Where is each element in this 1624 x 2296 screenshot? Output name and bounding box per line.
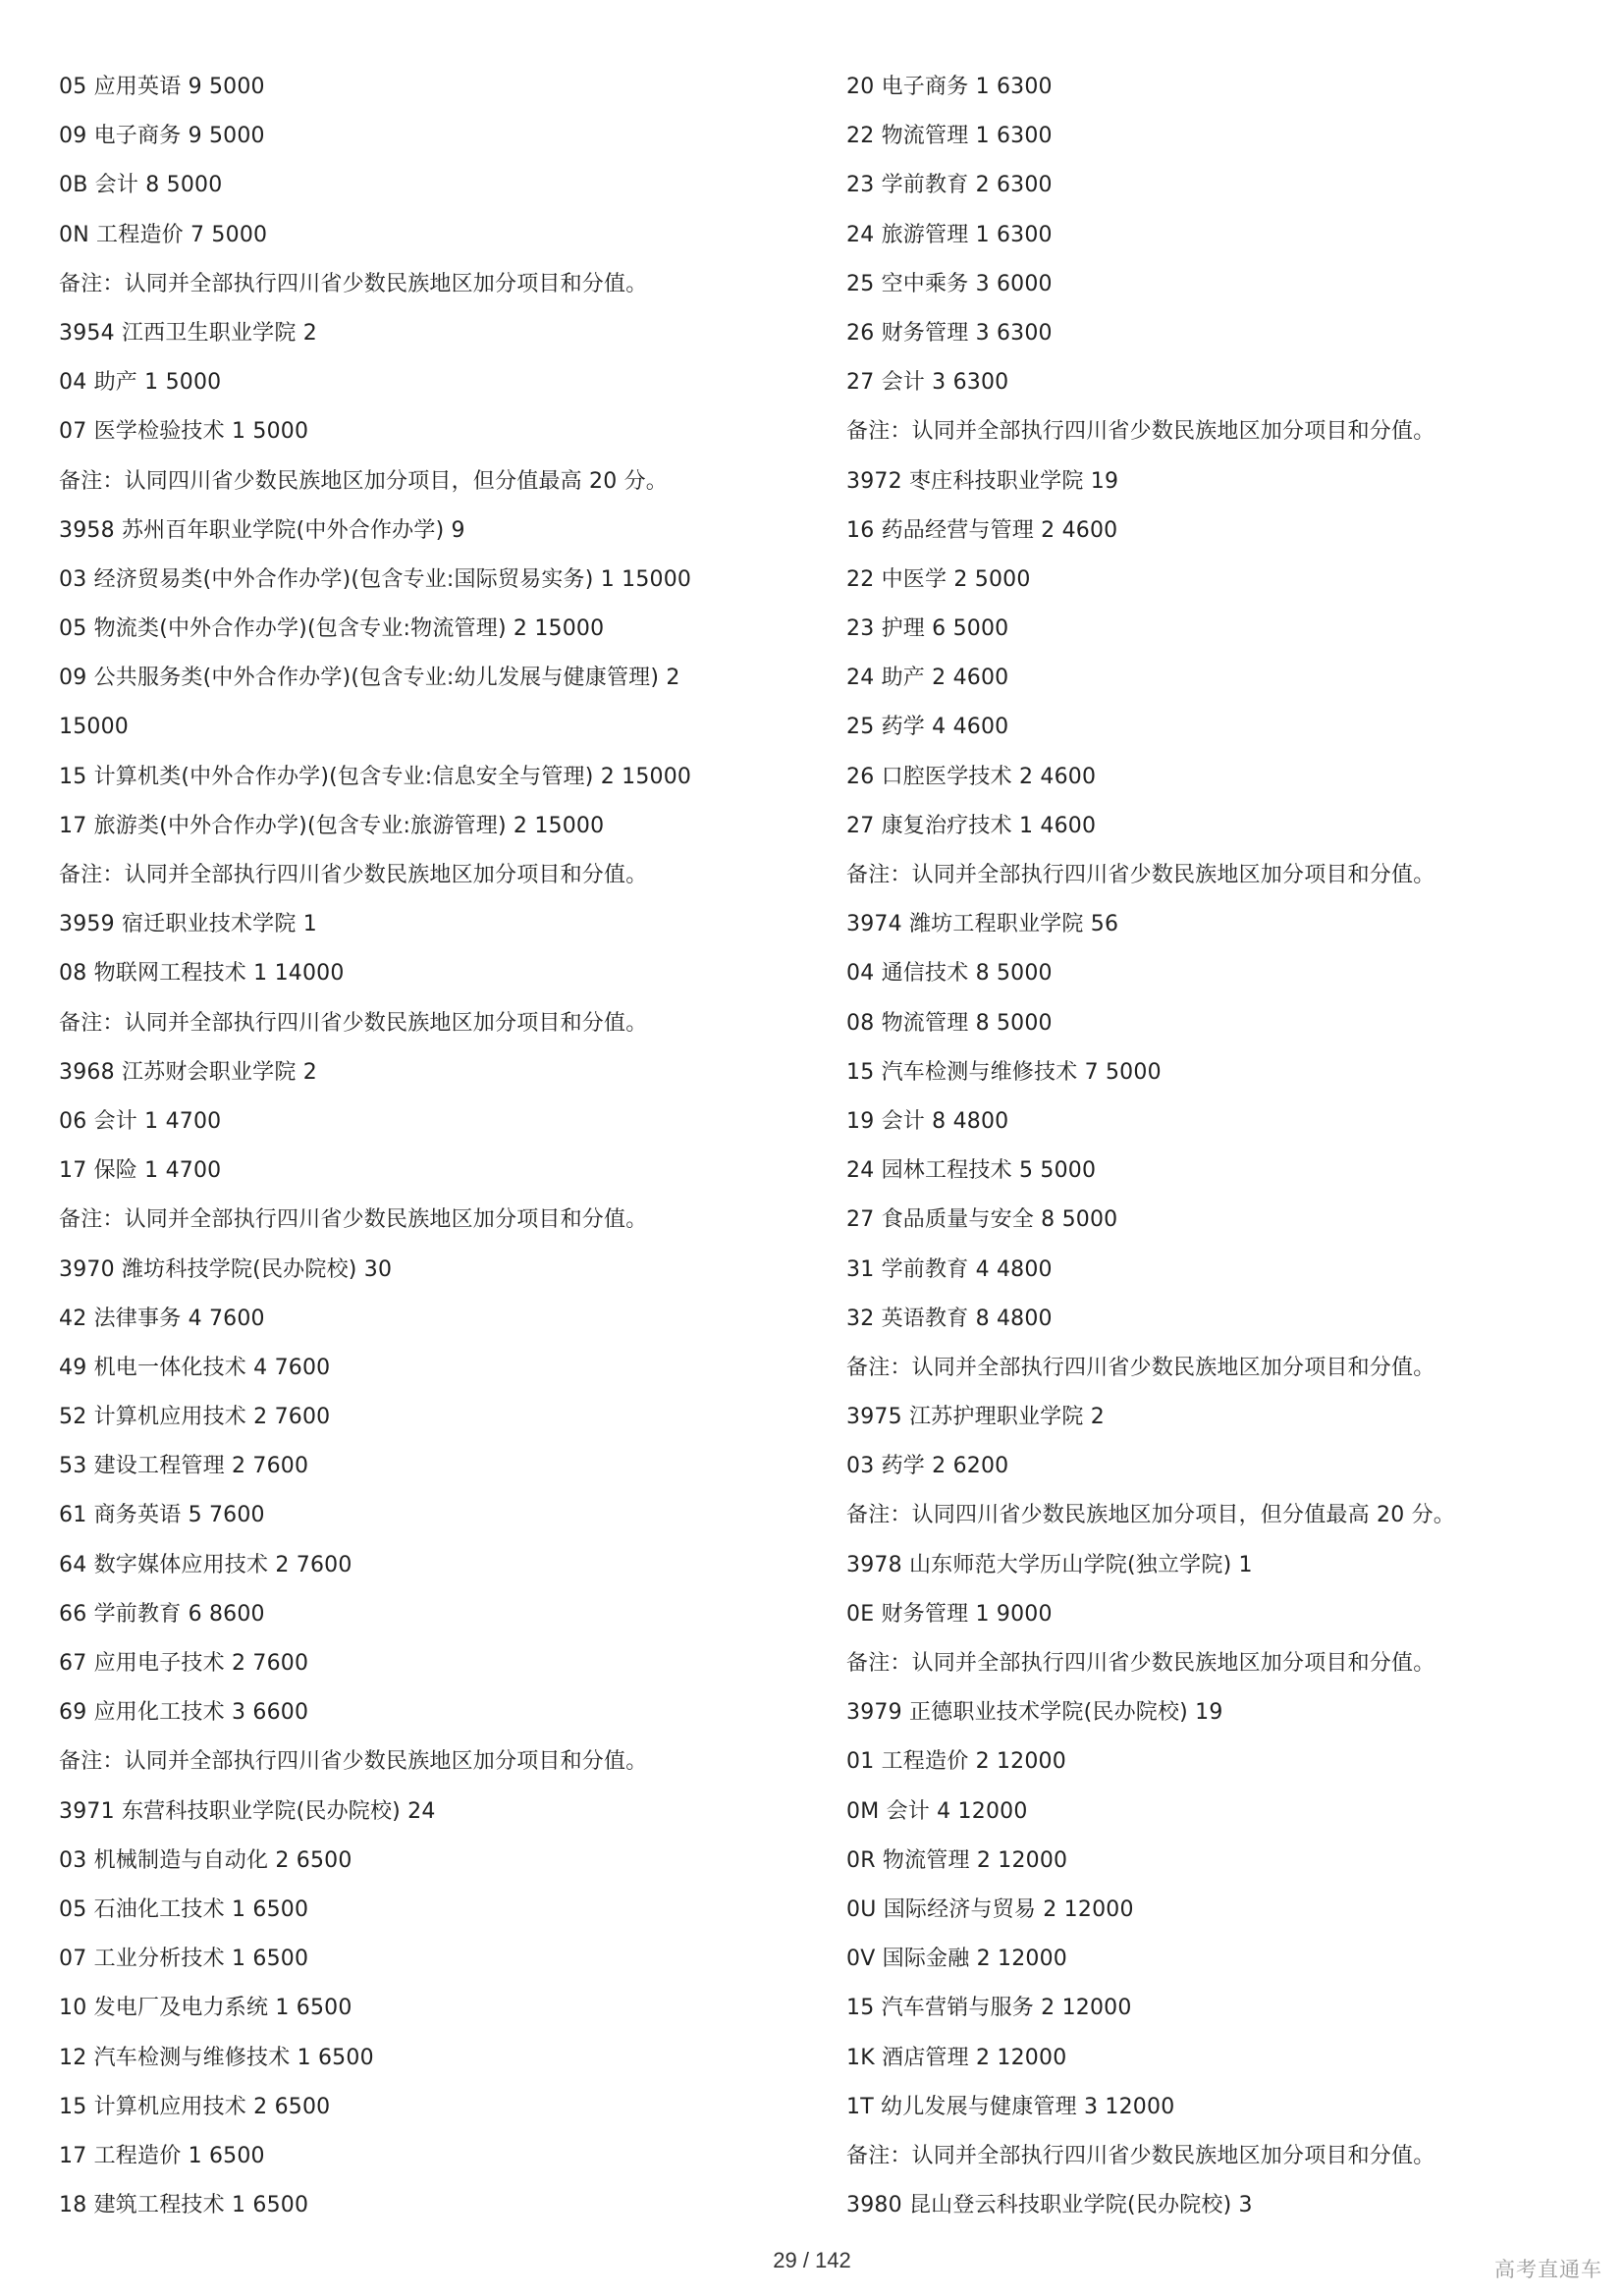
major-entry: 03 经济贸易类(中外合作办学)(包含专业:国际贸易实务) 1 15000 <box>59 566 692 592</box>
institution-heading: 3974 潍坊工程职业学院 56 <box>846 912 1119 937</box>
major-entry: 18 建筑工程技术 1 6500 <box>59 2193 309 2218</box>
major-entry: 0N 工程造价 7 5000 <box>59 222 268 247</box>
major-entry: 15 汽车检测与维修技术 7 5000 <box>846 1059 1162 1085</box>
major-entry: 53 建设工程管理 2 7600 <box>59 1454 309 1479</box>
major-entry: 10 发电厂及电力系统 1 6500 <box>59 1996 352 2021</box>
major-entry: 06 会计 1 4700 <box>59 1108 222 1134</box>
institution-heading: 3954 江西卫生职业学院 2 <box>59 320 317 346</box>
major-entry: 01 工程造价 2 12000 <box>846 1749 1066 1775</box>
major-entry: 69 应用化工技术 3 6600 <box>59 1700 309 1726</box>
left-column <box>59 63 805 2230</box>
major-entry: 0U 国际经济与贸易 2 12000 <box>846 1896 1134 1922</box>
major-entry: 05 石油化工技术 1 6500 <box>59 1896 309 1922</box>
major-entry: 17 保险 1 4700 <box>59 1158 222 1184</box>
major-entry: 05 物流类(中外合作办学)(包含专业:物流管理) 2 15000 <box>59 616 605 642</box>
major-entry: 1T 幼儿发展与健康管理 3 12000 <box>846 2094 1175 2119</box>
institution-heading: 3970 潍坊科技学院(民办院校) 30 <box>59 1256 393 1282</box>
major-entry: 52 计算机应用技术 2 7600 <box>59 1405 331 1430</box>
major-entry: 23 学前教育 2 6300 <box>846 173 1053 198</box>
major-entry: 27 会计 3 6300 <box>846 370 1009 396</box>
institution-heading: 3968 江苏财会职业学院 2 <box>59 1059 317 1085</box>
major-entry: 12 汽车检测与维修技术 1 6500 <box>59 2045 374 2070</box>
major-entry: 27 康复治疗技术 1 4600 <box>846 813 1097 838</box>
major-entry: 67 应用电子技术 2 7600 <box>59 1651 309 1676</box>
major-entry: 09 公共服务类(中外合作办学)(包含专业:幼儿发展与健康管理) 2 <box>59 666 680 691</box>
major-entry: 1K 酒店管理 2 12000 <box>846 2045 1067 2070</box>
major-entry: 03 机械制造与自动化 2 6500 <box>59 1847 352 1873</box>
major-entry: 04 通信技术 8 5000 <box>846 961 1053 987</box>
institution-heading: 3972 枣庄科技职业学院 19 <box>846 468 1119 494</box>
major-entry: 17 旅游类(中外合作办学)(包含专业:旅游管理) 2 15000 <box>59 813 605 838</box>
note-line: 备注：认同并全部执行四川省少数民族地区加分项目和分值。 <box>846 2143 1435 2168</box>
note-line: 备注：认同并全部执行四川省少数民族地区加分项目和分值。 <box>846 419 1435 445</box>
institution-heading: 3971 东营科技职业学院(民办院校) 24 <box>59 1798 436 1824</box>
major-entry: 0B 会计 8 5000 <box>59 173 223 198</box>
major-entry: 61 商务英语 5 7600 <box>59 1503 265 1528</box>
major-entry: 05 应用英语 9 5000 <box>59 75 265 99</box>
major-entry: 24 园林工程技术 5 5000 <box>846 1158 1097 1184</box>
major-entry: 32 英语教育 8 4800 <box>846 1306 1053 1331</box>
watermark-text: 高考直通车 <box>1494 2258 1602 2281</box>
note-line: 备注：认同并全部执行四川省少数民族地区加分项目和分值。 <box>846 1355 1435 1380</box>
note-line: 备注：认同并全部执行四川省少数民族地区加分项目和分值。 <box>59 1010 648 1036</box>
major-entry: 20 电子商务 1 6300 <box>846 75 1053 99</box>
major-entry: 09 电子商务 9 5000 <box>59 124 265 149</box>
institution-heading: 3958 苏州百年职业学院(中外合作办学) 9 <box>59 517 465 543</box>
continuation-line: 15000 <box>59 715 129 740</box>
institution-heading: 3979 正德职业技术学院(民办院校) 19 <box>846 1700 1223 1726</box>
major-entry: 26 财务管理 3 6300 <box>846 320 1053 346</box>
major-entry: 08 物联网工程技术 1 14000 <box>59 961 345 987</box>
major-entry: 26 口腔医学技术 2 4600 <box>846 764 1097 789</box>
major-entry: 27 食品质量与安全 8 5000 <box>846 1207 1118 1233</box>
note-line: 备注：认同四川省少数民族地区加分项目，但分值最高 20 分。 <box>59 468 668 494</box>
major-entry: 0E 财务管理 1 9000 <box>846 1601 1053 1627</box>
major-entry: 16 药品经营与管理 2 4600 <box>846 517 1118 543</box>
major-entry: 31 学前教育 4 4800 <box>846 1256 1053 1282</box>
institution-heading: 3959 宿迁职业技术学院 1 <box>59 912 317 937</box>
major-entry: 03 药学 2 6200 <box>846 1454 1009 1479</box>
major-entry: 0R 物流管理 2 12000 <box>846 1847 1068 1873</box>
major-entry: 24 旅游管理 1 6300 <box>846 222 1053 247</box>
major-entry: 22 中医学 2 5000 <box>846 566 1031 592</box>
major-entry: 23 护理 6 5000 <box>846 616 1009 642</box>
major-entry: 15 汽车营销与服务 2 12000 <box>846 1996 1132 2021</box>
note-line: 备注：认同并全部执行四川省少数民族地区加分项目和分值。 <box>59 1749 648 1775</box>
note-line: 备注：认同并全部执行四川省少数民族地区加分项目和分值。 <box>846 863 1435 887</box>
note-line: 备注：认同并全部执行四川省少数民族地区加分项目和分值。 <box>59 1207 648 1233</box>
major-entry: 42 法律事务 4 7600 <box>59 1306 265 1331</box>
major-entry: 15 计算机应用技术 2 6500 <box>59 2094 331 2119</box>
note-line: 备注：认同并全部执行四川省少数民族地区加分项目和分值。 <box>846 1651 1435 1676</box>
major-entry: 0M 会计 4 12000 <box>846 1798 1028 1824</box>
major-entry: 49 机电一体化技术 4 7600 <box>59 1355 331 1380</box>
major-entry: 64 数字媒体应用技术 2 7600 <box>59 1552 352 1577</box>
major-entry: 07 工业分析技术 1 6500 <box>59 1947 309 1972</box>
major-entry: 17 工程造价 1 6500 <box>59 2143 265 2168</box>
major-entry: 07 医学检验技术 1 5000 <box>59 419 309 445</box>
note-line: 备注：认同并全部执行四川省少数民族地区加分项目和分值。 <box>59 271 648 296</box>
major-entry: 04 助产 1 5000 <box>59 370 222 396</box>
right-column <box>846 63 1593 2230</box>
institution-heading: 3978 山东师范大学历山学院(独立学院) 1 <box>846 1552 1253 1577</box>
major-entry: 0V 国际金融 2 12000 <box>846 1947 1068 1972</box>
major-entry: 19 会计 8 4800 <box>846 1108 1009 1134</box>
major-entry: 25 药学 4 4600 <box>846 715 1009 740</box>
note-line: 备注：认同并全部执行四川省少数民族地区加分项目和分值。 <box>59 863 648 887</box>
major-entry: 66 学前教育 6 8600 <box>59 1601 265 1627</box>
institution-heading: 3980 昆山登云科技职业学院(民办院校) 3 <box>846 2193 1253 2218</box>
page-number: 29 / 142 <box>773 2248 851 2272</box>
institution-heading: 3975 江苏护理职业学院 2 <box>846 1405 1105 1430</box>
major-entry: 24 助产 2 4600 <box>846 666 1009 691</box>
note-line: 备注：认同四川省少数民族地区加分项目，但分值最高 20 分。 <box>846 1503 1455 1528</box>
major-entry: 22 物流管理 1 6300 <box>846 124 1053 149</box>
major-entry: 15 计算机类(中外合作办学)(包含专业:信息安全与管理) 2 15000 <box>59 764 692 789</box>
major-entry: 08 物流管理 8 5000 <box>846 1010 1053 1036</box>
major-entry: 25 空中乘务 3 6000 <box>846 271 1053 296</box>
